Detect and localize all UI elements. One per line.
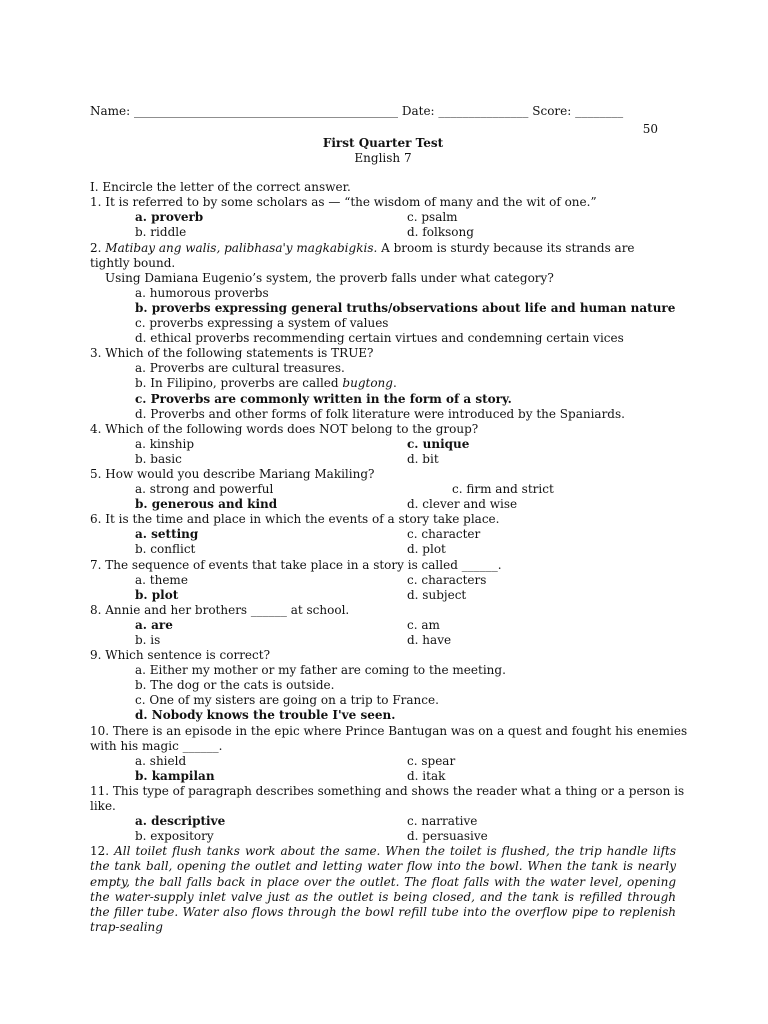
option-a: a. humorous proverbs	[135, 285, 269, 300]
option-a: a. setting	[135, 527, 199, 542]
option-b-period: .	[392, 376, 397, 391]
option-b: b. proverbs expressing general truths/observations about life and human nature	[135, 300, 676, 315]
name-label: Name:	[90, 104, 131, 118]
score-label: Score:	[532, 104, 572, 118]
option-b: b. kampilan	[135, 768, 215, 783]
option-c: c. narrative	[407, 814, 478, 829]
question-5-stem: 5. How would you describe Mariang Makiling?	[90, 466, 375, 481]
option-b: b. conflict	[135, 542, 196, 557]
question-7-options-row2	[90, 588, 676, 603]
option-d: d. persuasive	[407, 829, 488, 844]
score-field: ________	[575, 104, 624, 118]
option-d: d. Proverbs and other forms of folk literature were introduced by the Spaniards.	[135, 406, 625, 421]
option-a: a. shield	[135, 753, 187, 768]
question-8-options-row1	[90, 618, 676, 633]
question-8-stem: 8. Annie and her brothers ______ at school.	[90, 602, 350, 617]
question-9-stem: 9. Which sentence is correct?	[90, 648, 271, 663]
option-b-term: bugtong	[342, 376, 393, 391]
option-c: c. One of my sisters are going on a trip to France.	[135, 693, 439, 708]
question-12-passage	[90, 844, 676, 935]
option-c: c. am	[407, 617, 440, 632]
question-6-stem: 6. It is the time and place in which the events of a story take place.	[90, 512, 500, 527]
question-10-stem: 10. There is an episode in the epic where Prince Bantugan was on a quest and fought his enemies	[90, 723, 688, 738]
question-7-options-row1	[90, 573, 676, 588]
test-subtitle: English 7	[354, 151, 412, 166]
option-d: d. ethical proverbs recommending certain virtues and condemning certain vices	[135, 331, 624, 346]
date-label: Date:	[401, 104, 435, 118]
question-2-translation: A broom is sturdy because its strands are tightly bound.	[90, 240, 635, 270]
name-field: ____________________________________________	[134, 104, 399, 118]
option-b	[90, 376, 676, 391]
option-d: d. have	[407, 633, 452, 647]
question-6-options-row1	[90, 527, 676, 542]
option-b: b. generous and kind	[135, 497, 278, 512]
score-total: 50	[642, 122, 658, 136]
option-a: a. Proverbs are cultural treasures.	[135, 361, 345, 376]
option-c: c. Proverbs are commonly written in the form of a story.	[135, 391, 512, 406]
option-c: c. proverbs expressing a system of values	[135, 316, 389, 331]
question-5-options-row1	[90, 482, 676, 497]
option-d: d. plot	[407, 542, 446, 557]
option-b-text: b. In Filipino, proverbs are called	[135, 376, 339, 391]
option-a: a. proverb	[135, 210, 204, 225]
question-10-stem-cont: with his magic ______.	[90, 738, 223, 753]
option-a: a. kinship	[135, 436, 195, 451]
question-1-options-row2	[90, 225, 676, 240]
option-b: b. plot	[135, 587, 179, 602]
question-2-proverb: Matibay ang walis, palibhasa'y magkabigkis.	[105, 240, 378, 255]
question-7-stem: 7. The sequence of events that take place in a story is called ______.	[90, 557, 502, 572]
option-a: a. Either my mother or my father are coming to the meeting.	[135, 663, 506, 678]
option-c: c. unique	[407, 436, 470, 451]
option-b: b. expository	[135, 829, 214, 844]
question-11-options-row1	[90, 814, 676, 829]
question-11-options-row2	[90, 829, 676, 844]
date-field: _______________	[438, 104, 529, 118]
option-c: c. psalm	[407, 210, 458, 225]
option-a: a. descriptive	[135, 814, 226, 829]
question-6-options-row2	[90, 542, 676, 557]
option-b: b. riddle	[135, 225, 187, 240]
option-d: d. bit	[407, 451, 439, 466]
question-12-text: All toilet flush tanks work about the same. When the toilet is flushed, the trip handle lifts the tank ball, opening the outlet and letting water flow into the bowl. When the tank is nearly empty, the ball falls back in place over the outlet. The float falls with the water level, opening the water-supply inlet valve just as the outlet is being closed, and the tank is refilled through the filler tube. Water also flows through the bowl refill tube into the overflow pipe to replenish trap-sealing	[90, 844, 676, 934]
option-b: b. basic	[135, 451, 182, 466]
option-c: c. firm and strict	[452, 482, 554, 497]
option-b: b. is	[135, 633, 161, 647]
instructions: I. Encircle the letter of the correct answer.	[90, 180, 351, 195]
option-d: d. itak	[407, 768, 446, 783]
question-4-options-row2	[90, 452, 676, 467]
test-page	[90, 104, 688, 935]
question-11-stem: 11. This type of paragraph describes something and shows the reader what a thing or a person is	[90, 783, 685, 798]
question-4-stem: 4. Which of the following words does NOT belong to the group?	[90, 421, 479, 436]
question-2-stem2: Using Damiana Eugenio’s system, the proverb falls under what category?	[105, 270, 554, 285]
question-2-stem	[90, 241, 676, 271]
test-title: First Quarter Test	[322, 136, 444, 150]
option-b: b. The dog or the cats is outside.	[135, 678, 335, 693]
question-10-options-row2	[90, 769, 676, 784]
question-4-options-row1	[90, 437, 676, 452]
question-2-number: 2.	[90, 240, 102, 255]
option-d: d. folksong	[407, 225, 474, 240]
option-d: d. clever and wise	[407, 497, 518, 512]
question-1-options-row1	[90, 210, 676, 225]
option-c: c. spear	[407, 753, 456, 768]
question-11-stem-cont: like.	[90, 799, 116, 814]
question-5-options-row2	[90, 497, 676, 512]
option-c: c. characters	[407, 572, 487, 587]
option-a: a. strong and powerful	[135, 482, 274, 497]
question-10-options-row1	[90, 754, 676, 769]
question-3-stem: 3. Which of the following statements is TRUE?	[90, 346, 374, 361]
option-d: d. Nobody knows the trouble I've seen.	[135, 708, 396, 723]
header-row	[90, 104, 676, 122]
question-8-options-row2	[90, 633, 676, 648]
option-c: c. character	[407, 527, 481, 542]
option-a: a. theme	[135, 572, 188, 587]
option-a: a. are	[135, 617, 173, 632]
question-1-stem: 1. It is referred to by some scholars as — “the wisdom of many and the wit of one.”	[90, 195, 597, 210]
question-12-number: 12.	[90, 844, 110, 859]
option-d: d. subject	[407, 587, 467, 602]
